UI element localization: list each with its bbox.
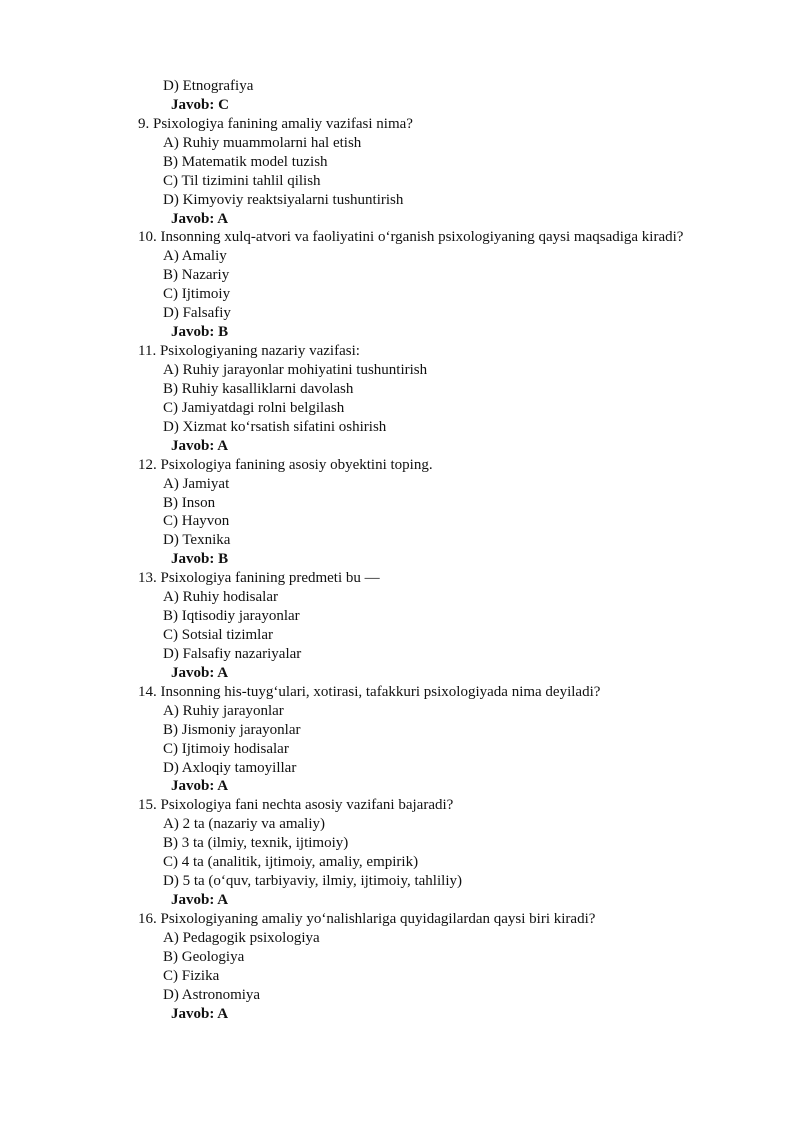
option-text: Texnika	[182, 532, 231, 549]
answer-label: Javob:	[171, 324, 215, 341]
option-label: C)	[163, 627, 178, 643]
option-label: A)	[163, 589, 179, 606]
question-line	[138, 342, 360, 360]
option-text: Sotsial tizimlar	[181, 627, 273, 643]
question-number: 13.	[138, 570, 157, 587]
question-number: 15.	[138, 797, 157, 814]
option-text: Astronomiya	[181, 986, 261, 1003]
option-line	[163, 512, 229, 530]
question-number: 9.	[138, 115, 150, 132]
answer-label: Javob:	[171, 1005, 215, 1022]
option-label: B)	[163, 835, 178, 852]
option-label: D)	[163, 986, 179, 1003]
option-label: D)	[163, 532, 179, 549]
option-label: C)	[163, 399, 178, 416]
question-text: Psixologiya fanining amaliy vazifasi nima?	[153, 115, 413, 132]
option-label: B)	[163, 948, 178, 965]
option-text: Etnografiya	[182, 78, 254, 94]
option-label: D)	[163, 305, 179, 322]
question-line	[138, 228, 683, 246]
option-text: Amaliy	[181, 248, 227, 265]
option-label: A)	[163, 475, 179, 492]
option-text: Ruhiy jarayonlar mohiyatini tushuntirish	[182, 362, 428, 378]
option-line	[163, 531, 230, 549]
option-line	[163, 967, 219, 985]
answer-line	[171, 664, 228, 682]
option-text: Ruhiy muammolarni hal etish	[182, 134, 362, 151]
option-text: Falsafiy	[182, 305, 231, 322]
option-text: 2 ta (nazariy va amaliy)	[182, 816, 326, 833]
option-text: Ijtimoiy	[181, 286, 231, 303]
option-text: 3 ta (ilmiy, texnik, ijtimoiy)	[181, 835, 349, 852]
option-line	[163, 834, 348, 852]
option-label: A)	[163, 248, 179, 265]
option-label: B)	[163, 608, 178, 624]
option-label: D)	[163, 191, 179, 208]
answer-value: A	[217, 664, 229, 681]
question-number: 11.	[138, 343, 157, 359]
option-text: Kimyoviy reaktsiyalarni tushuntirish	[182, 191, 404, 208]
option-text: Inson	[181, 494, 216, 511]
answer-line	[171, 891, 228, 909]
option-line	[163, 475, 229, 493]
option-text: Ruhiy jarayonlar	[182, 702, 284, 719]
option-line	[163, 266, 229, 284]
option-label: A)	[163, 816, 179, 833]
option-text: Axloqiy tamoyillar	[181, 759, 297, 776]
answer-value: A	[217, 892, 229, 908]
answer-line	[171, 437, 228, 455]
option-text: 4 ta (analitik, ijtimoiy, amaliy, empirik)	[181, 854, 419, 871]
answer-line	[171, 1005, 228, 1023]
option-label: B)	[163, 153, 178, 170]
option-line	[163, 759, 296, 777]
answer-label: Javob:	[171, 210, 215, 227]
option-label: B)	[163, 267, 178, 284]
option-label: B)	[163, 721, 178, 738]
answer-line	[171, 96, 229, 114]
question-text: Psixologiyaning amaliy yoʻnalishlariga quyidagilardan qaysi biri kiradi?	[160, 910, 596, 927]
option-line	[163, 815, 325, 833]
option-line	[163, 702, 284, 720]
answer-value: B	[218, 551, 229, 568]
option-line	[163, 986, 260, 1004]
question-line	[138, 910, 595, 928]
option-line	[163, 588, 278, 606]
option-line	[163, 607, 300, 625]
answer-line	[171, 777, 228, 795]
answer-line	[171, 323, 228, 341]
question-text: Insonning his-tuygʻulari, xotirasi, tafakkuri psixologiyada nima deyiladi?	[160, 683, 601, 700]
option-line	[163, 134, 361, 152]
answer-value: C	[218, 96, 229, 113]
option-text: 5 ta (oʻquv, tarbiyaviy, ilmiy, ijtimoiy, tahliliy)	[182, 873, 462, 890]
option-line	[163, 172, 321, 190]
option-text: Ijtimoiy hodisalar	[181, 740, 289, 757]
option-text: Hayvon	[181, 513, 230, 530]
option-text: Falsafiy nazariyalar	[182, 645, 302, 662]
question-line	[138, 683, 600, 701]
option-label: C)	[163, 740, 178, 757]
question-line	[138, 569, 380, 587]
option-line	[163, 494, 215, 512]
option-text: Jismoniy jarayonlar	[181, 721, 301, 738]
question-number: 16.	[138, 910, 157, 927]
option-line	[163, 740, 289, 758]
option-line	[163, 399, 344, 417]
option-text: Xizmat koʻrsatish sifatini oshirish	[182, 418, 387, 435]
answer-line	[171, 550, 228, 568]
option-line	[163, 626, 273, 644]
question-text: Psixologiya fanining asosiy obyektini toping.	[160, 456, 433, 473]
option-label: D)	[163, 645, 179, 662]
option-line	[163, 153, 328, 171]
option-line	[163, 948, 244, 966]
question-text: Psixologiya fanining predmeti bu —	[160, 570, 380, 587]
question-line	[138, 456, 433, 474]
option-line	[163, 247, 227, 265]
option-label: A)	[163, 929, 179, 946]
option-text: Jamiyatdagi rolni belgilash	[181, 399, 345, 416]
option-label: A)	[163, 362, 179, 378]
option-line	[163, 721, 300, 739]
question-number: 10.	[138, 229, 157, 246]
option-text: Pedagogik psixologiya	[182, 929, 320, 946]
question-number: 12.	[138, 456, 157, 473]
question-line	[138, 796, 453, 814]
option-line	[163, 361, 427, 379]
option-text: Til tizimini tahlil qilish	[181, 172, 321, 189]
option-line	[163, 418, 386, 436]
answer-value: B	[218, 324, 229, 341]
option-text: Iqtisodiy jarayonlar	[181, 608, 300, 624]
option-text: Geologiya	[181, 948, 245, 965]
question-text: Psixologiyaning nazariy vazifasi:	[159, 343, 360, 359]
answer-label: Javob:	[171, 778, 215, 795]
option-line	[163, 191, 403, 209]
option-text: Nazariy	[181, 267, 230, 284]
question-number: 14.	[138, 683, 157, 700]
option-line	[163, 285, 230, 303]
answer-label: Javob:	[171, 892, 215, 908]
answer-label: Javob:	[171, 551, 215, 568]
option-label: D)	[163, 873, 179, 890]
option-label: D)	[163, 759, 179, 776]
question-text: Insonning xulq-atvori va faoliyatini oʻrganish psixologiyaning qaysi maqsadiga kiradi?	[160, 229, 684, 246]
option-line	[163, 380, 353, 398]
option-text: Fizika	[181, 967, 220, 984]
option-label: C)	[163, 854, 178, 871]
option-text: Jamiyat	[182, 475, 230, 492]
question-text: Psixologiya fani nechta asosiy vazifani bajaradi?	[160, 797, 454, 814]
answer-label: Javob:	[171, 664, 215, 681]
option-label: A)	[163, 134, 179, 151]
answer-value: A	[217, 1005, 229, 1022]
option-line	[163, 77, 253, 95]
option-label: B)	[163, 494, 178, 511]
option-label: A)	[163, 702, 179, 719]
answer-label: Javob:	[171, 437, 215, 454]
option-label: D)	[163, 418, 179, 435]
option-line	[163, 853, 418, 871]
option-label: D)	[163, 78, 179, 94]
option-label: C)	[163, 513, 178, 530]
answer-label: Javob:	[171, 96, 215, 113]
option-label: C)	[163, 286, 178, 303]
answer-value: A	[217, 778, 229, 795]
option-text: Ruhiy hodisalar	[182, 589, 278, 606]
question-line	[138, 115, 413, 133]
option-text: Ruhiy kasalliklarni davolash	[181, 380, 354, 397]
answer-value: A	[217, 210, 229, 227]
option-label: B)	[163, 380, 178, 397]
option-line	[163, 929, 320, 947]
option-line	[163, 645, 301, 663]
option-line	[163, 304, 231, 322]
option-label: C)	[163, 967, 178, 984]
option-line	[163, 872, 462, 890]
option-label: C)	[163, 172, 178, 189]
answer-value: A	[217, 437, 229, 454]
answer-line	[171, 210, 228, 228]
option-text: Matematik model tuzish	[181, 153, 328, 170]
